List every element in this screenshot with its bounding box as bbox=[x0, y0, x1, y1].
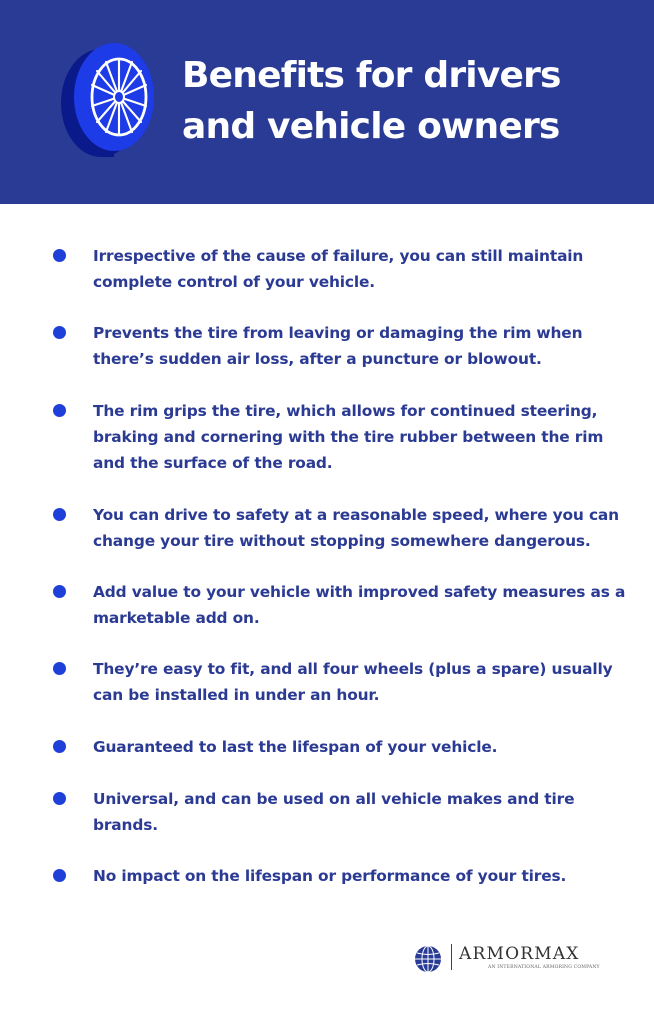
benefit-text: Guaranteed to last the lifespan of your vehicle. bbox=[93, 738, 498, 756]
benefit-text: You can drive to safety at a reasonable speed, where you can change your tire without stopping somewhere dangerous. bbox=[93, 506, 619, 550]
bullet-icon bbox=[53, 508, 66, 521]
benefit-text: Prevents the tire from leaving or damaging the rim when there’s sudden air loss, after a puncture or blowout. bbox=[93, 324, 583, 368]
armormax-logo bbox=[413, 942, 603, 976]
logo-name: ARMORMAX bbox=[459, 944, 580, 964]
title-line-1: Benefits for drivers bbox=[182, 55, 561, 96]
bullet-icon bbox=[53, 404, 66, 417]
globe-icon bbox=[413, 944, 443, 974]
bullet-icon bbox=[53, 585, 66, 598]
header-banner bbox=[0, 0, 654, 204]
benefit-text: The rim grips the tire, which allows for continued steering, braking and cornering with the tire rubber between the rim and the surface of the road. bbox=[93, 402, 604, 472]
benefit-text: Add value to your vehicle with improved safety measures as a marketable add on. bbox=[93, 583, 626, 627]
bullet-icon bbox=[53, 326, 66, 339]
logo-divider bbox=[451, 944, 452, 970]
bullet-icon bbox=[53, 869, 66, 882]
logo-tagline: AN INTERNATIONAL ARMORING COMPANY bbox=[488, 965, 600, 970]
benefit-text: Irrespective of the cause of failure, you can still maintain complete control of your vehicle. bbox=[93, 247, 584, 291]
wheel-icon bbox=[44, 36, 164, 160]
benefit-text: No impact on the lifespan or performance of your tires. bbox=[93, 867, 567, 885]
title-line-2: and vehicle owners bbox=[182, 106, 560, 147]
benefit-text: Universal, and can be used on all vehicle makes and tire brands. bbox=[93, 790, 575, 834]
benefit-text: They’re easy to fit, and all four wheels (plus a spare) usually can be installed in under an hour. bbox=[93, 660, 613, 704]
bullet-icon bbox=[53, 740, 66, 753]
bullet-icon bbox=[53, 792, 66, 805]
page-title bbox=[182, 50, 632, 152]
bullet-icon bbox=[53, 662, 66, 675]
bullet-icon bbox=[53, 249, 66, 262]
